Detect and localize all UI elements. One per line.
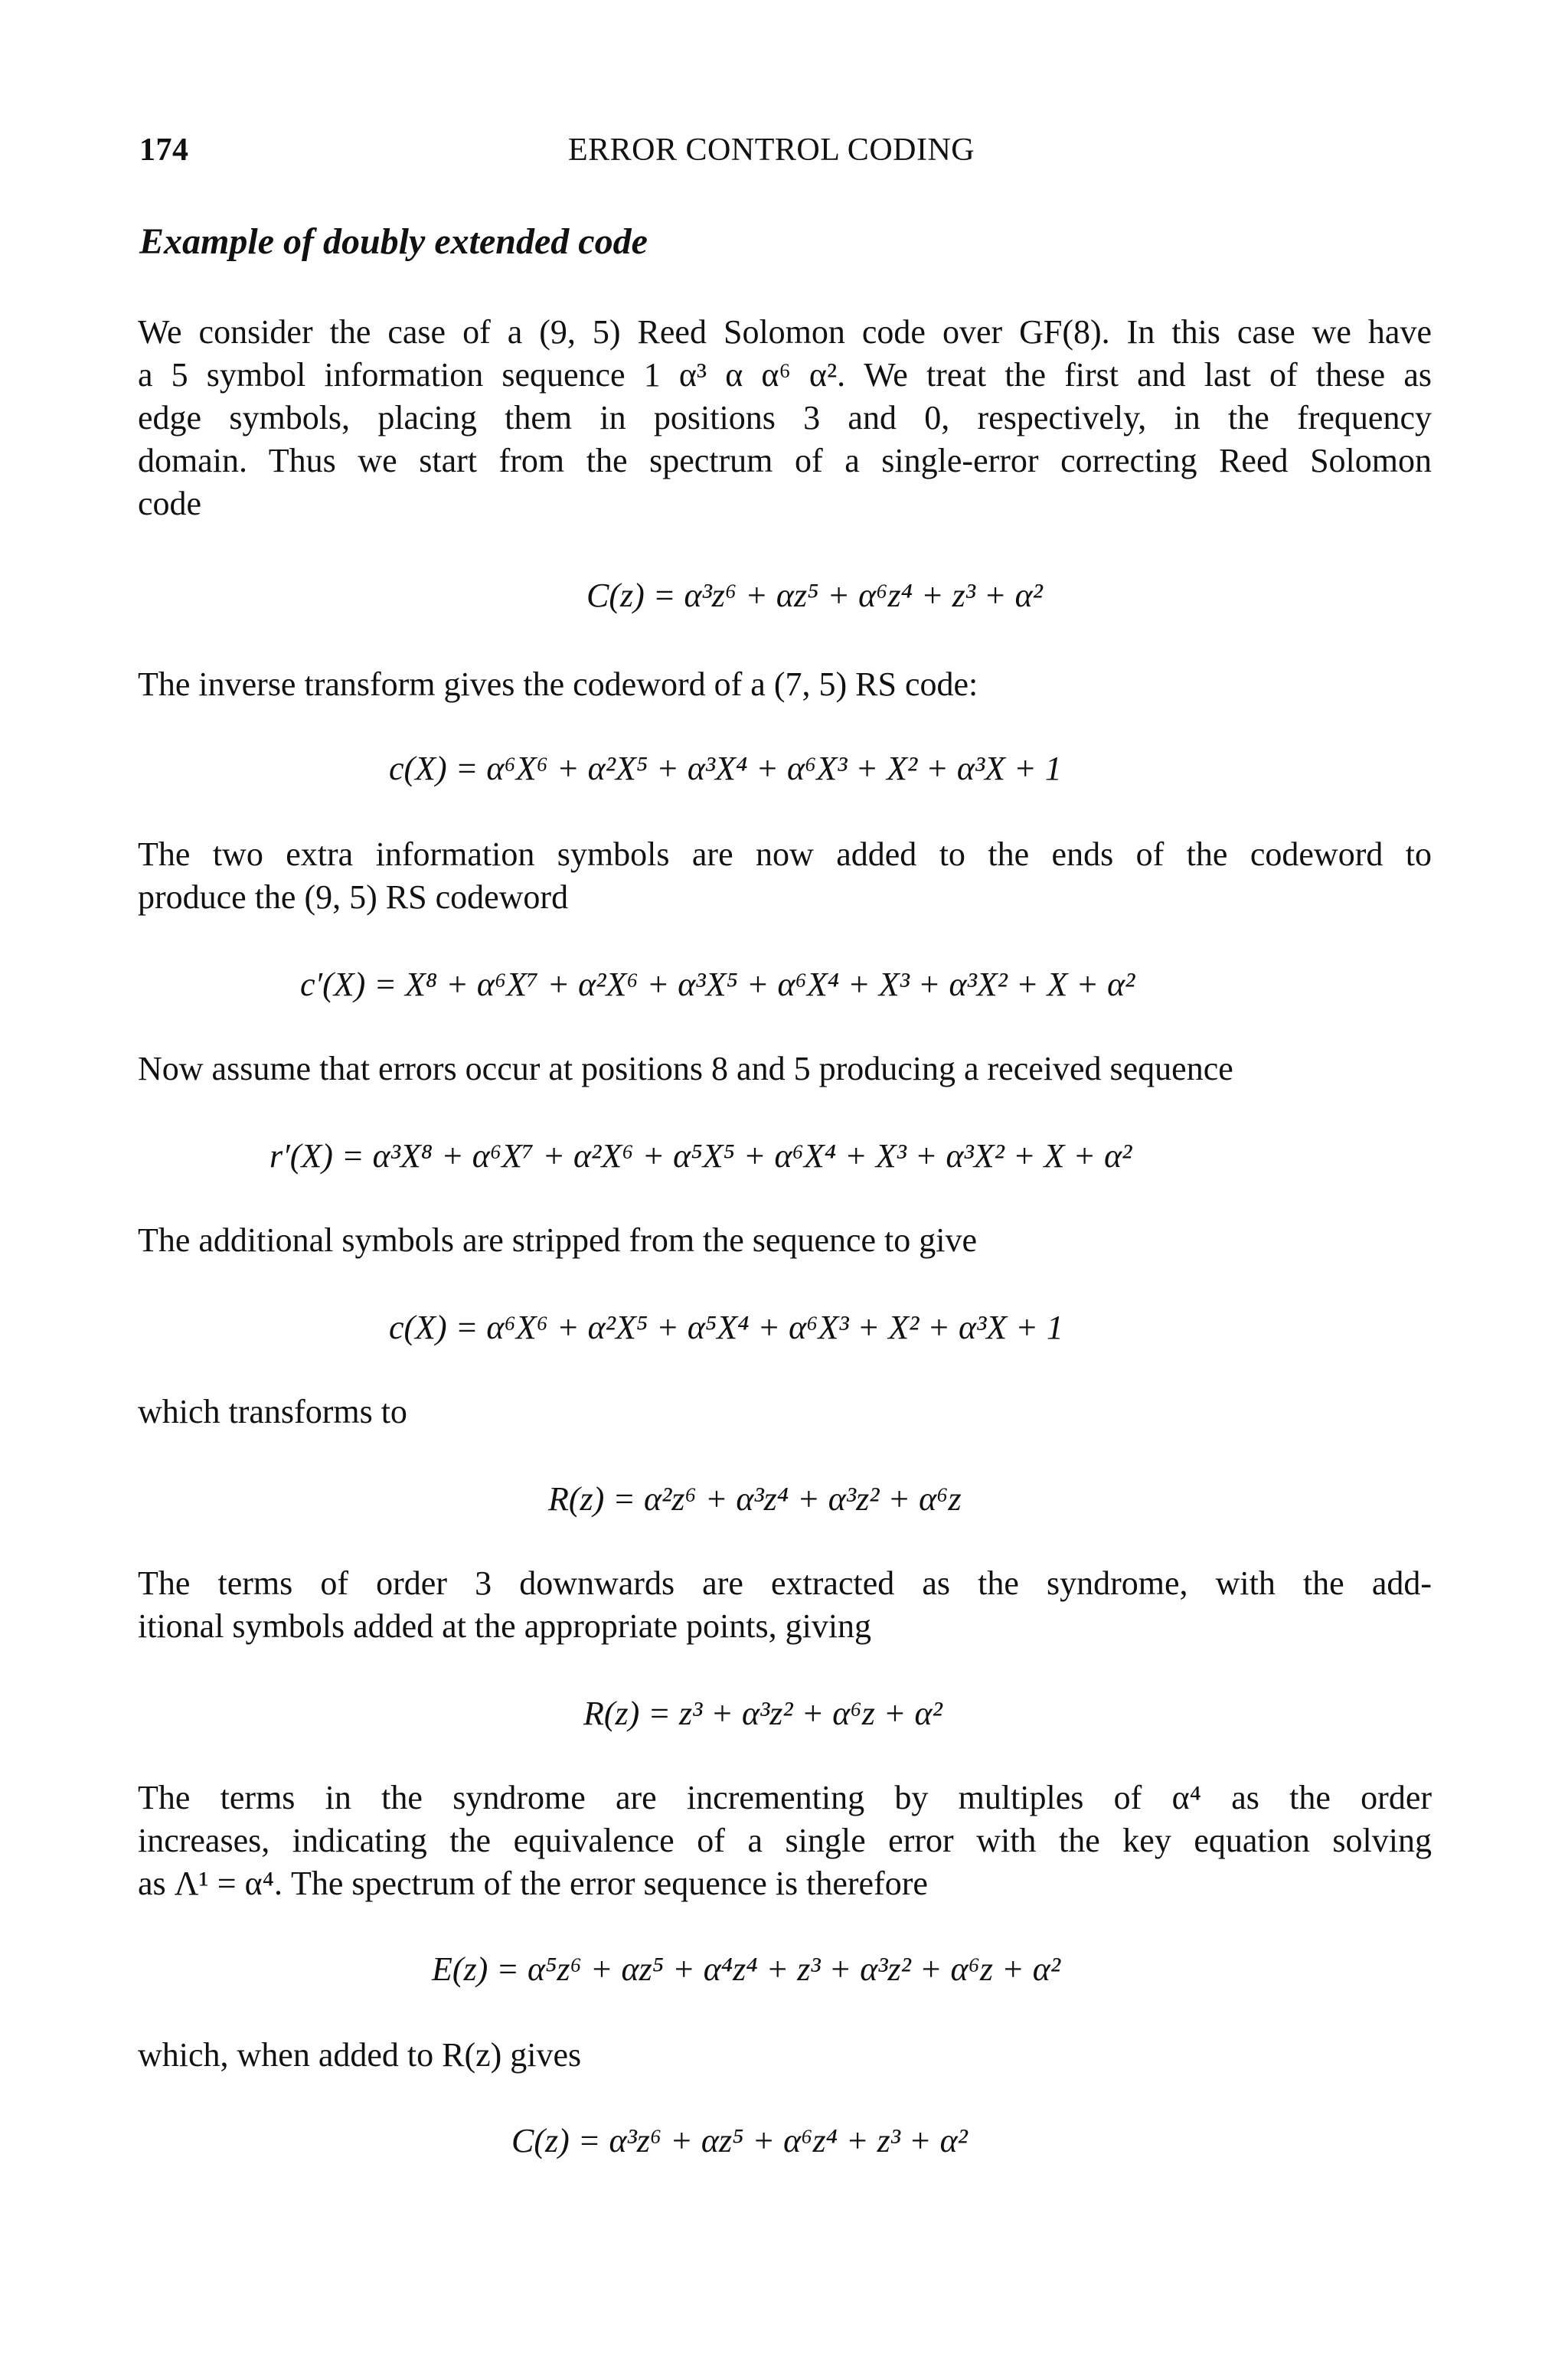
paragraph-line: which transforms to — [138, 1393, 407, 1430]
equation-codeword-9-5: c′(X) = X⁸ + α⁶X⁷ + α²X⁶ + α³X⁵ + α⁶X⁴ + X³ + α³X² + X + α² — [300, 966, 1135, 1003]
paragraph-line: increases, indicating the equivalence of a single error with the key equation solving — [138, 1822, 1432, 1859]
page-number: 174 — [139, 132, 189, 168]
paragraph-line: domain. Thus we start from the spectrum of a single-error correcting Reed Solomon — [138, 442, 1432, 479]
paragraph-syndrome — [138, 1562, 1432, 1648]
equation-stripped-codeword: c(X) = α⁶X⁶ + α²X⁵ + α⁵X⁴ + α⁶X³ + X² + α³X + 1 — [389, 1309, 1063, 1346]
paragraph-line: itional symbols added at the appropriate points, giving — [138, 1607, 872, 1645]
equation-corrected-spectrum: C(z) = α³z⁶ + αz⁵ + α⁶z⁴ + z³ + α² — [511, 2122, 968, 2159]
paragraph-line: Now assume that errors occur at positions 8 and 5 producing a received sequence — [138, 1050, 1233, 1087]
section-heading: Example of doubly extended code — [139, 221, 648, 262]
running-title: ERROR CONTROL CODING — [568, 132, 975, 168]
paragraph-line: The terms in the syndrome are incrementing by multiples of α⁴ as the order — [138, 1779, 1432, 1816]
paragraph-inverse-transform — [138, 663, 1432, 706]
paragraph-errors — [138, 1048, 1432, 1090]
equation-error-spectrum: E(z) = α⁵z⁶ + αz⁵ + α⁴z⁴ + z³ + α³z² + α⁶z + α² — [432, 1950, 1061, 1988]
paragraph-line: We consider the case of a (9, 5) Reed Solomon code over GF(8). In this case we have — [138, 313, 1432, 351]
paragraph-line: The inverse transform gives the codeword of a (7, 5) RS code: — [138, 665, 978, 703]
paragraph-line: produce the (9, 5) RS codeword — [138, 878, 569, 916]
paragraph-added — [138, 2034, 1432, 2077]
paragraph-intro — [138, 311, 1432, 525]
paragraph-line: code — [138, 485, 202, 522]
paragraph-line: as Λ¹ = α⁴. The spectrum of the error sequence is therefore — [138, 1865, 928, 1902]
paragraph-line: which, when added to R(z) gives — [138, 2036, 582, 2074]
paragraph-line: The two extra information symbols are now added to the ends of the codeword to — [138, 835, 1432, 873]
paragraph-line: The additional symbols are stripped from the sequence to give — [138, 1221, 978, 1259]
paragraph-stripped — [138, 1219, 1432, 1262]
paragraph-transforms — [138, 1391, 1432, 1433]
paragraph-line: a 5 symbol information sequence 1 α³ α α⁶ α². We treat the first and last of these as — [138, 356, 1432, 394]
paragraph-line: edge symbols, placing them in positions 3 and 0, respectively, in the frequency — [138, 399, 1432, 436]
paragraph-line: The terms of order 3 downwards are extracted as the syndrome, with the add- — [138, 1564, 1432, 1602]
equation-syndrome: R(z) = z³ + α³z² + α⁶z + α² — [583, 1695, 942, 1732]
equation-received-sequence: r′(X) = α³X⁸ + α⁶X⁷ + α²X⁶ + α⁵X⁵ + α⁶X⁴ + X³ + α³X² + X + α² — [270, 1137, 1132, 1175]
equation-received-spectrum: R(z) = α²z⁶ + α³z⁴ + α³z² + α⁶z — [548, 1480, 962, 1518]
equation-codeword-7-5: c(X) = α⁶X⁶ + α²X⁵ + α³X⁴ + α⁶X³ + X² + α³X + 1 — [389, 750, 1062, 787]
equation-spectrum: C(z) = α³z⁶ + αz⁵ + α⁶z⁴ + z³ + α² — [586, 577, 1043, 614]
paragraph-key-equation — [138, 1777, 1432, 1905]
paragraph-extra-symbols — [138, 833, 1432, 919]
